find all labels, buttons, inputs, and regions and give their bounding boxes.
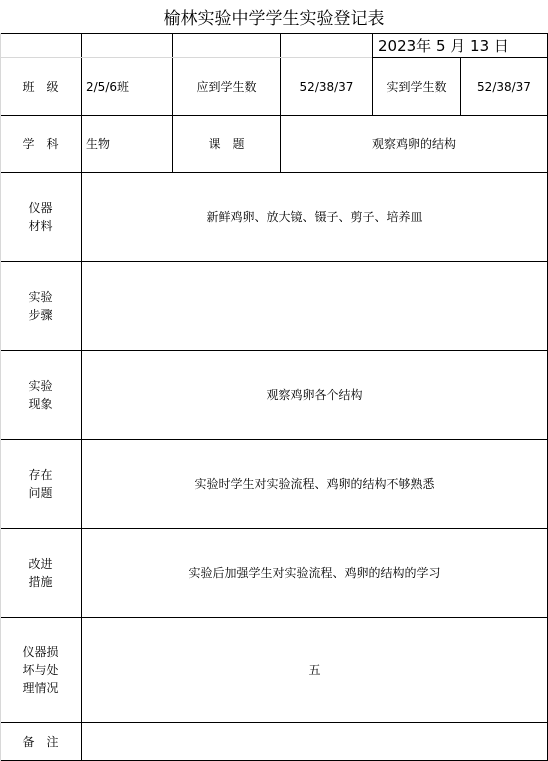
- improvements-label-line: 改进: [28, 557, 53, 571]
- improvements-label-line: 措施: [28, 575, 53, 589]
- subject-value: 生物: [86, 137, 111, 151]
- form-title: 榆林实验中学学生实验登记表: [163, 9, 385, 29]
- procedure-label-line: 实验: [28, 290, 53, 304]
- class-value: 2/5/6班: [86, 79, 129, 94]
- equipment-label: [0, 173, 81, 261]
- actual-students-label: 实到学生数: [386, 79, 447, 94]
- topic-value: 观察鸡卵的结构: [371, 137, 456, 151]
- date-field: 2023年 5 月 13 日: [378, 36, 509, 55]
- phenomenon-label: [0, 351, 81, 439]
- actual-students-value: 52/38/37: [477, 79, 531, 94]
- equipment-label-line: 材料: [28, 219, 53, 233]
- equipment-content: 新鲜鸡卵、放大镜、镊子、剪子、培养皿: [206, 210, 423, 224]
- improvements-content: 实验后加强学生对实验流程、鸡卵的结构的学习: [188, 566, 441, 580]
- expected-students-value: 52/38/37: [299, 79, 354, 94]
- problems-content: 实验时学生对实验流程、鸡卵的结构不够熟悉: [194, 477, 435, 491]
- damage-label-line: 仪器损: [22, 645, 59, 659]
- problems-label: [0, 440, 81, 528]
- topic-label: 课 题: [208, 137, 245, 151]
- procedure-label: [0, 262, 81, 350]
- expected-students-label: 应到学生数: [196, 79, 257, 94]
- procedure-content: [82, 262, 547, 350]
- subject-label: 学 科: [22, 137, 59, 151]
- class-label: 班 级: [22, 79, 59, 94]
- problems-label-line: 问题: [28, 486, 53, 500]
- phenomenon-content: 观察鸡卵各个结构: [266, 388, 363, 402]
- damage-label-line: 坏与处: [22, 663, 59, 677]
- remarks-label: 备 注: [22, 734, 59, 749]
- problems-label-line: 存在: [28, 468, 53, 482]
- remarks-content: [82, 723, 547, 760]
- improvements-label: [0, 529, 81, 617]
- damage-label-line: 理情况: [22, 681, 59, 695]
- phenomenon-label-line: 现象: [28, 397, 53, 411]
- damage-content: 五: [308, 663, 321, 677]
- equipment-label-line: 仪器: [28, 201, 53, 215]
- phenomenon-label-line: 实验: [28, 379, 53, 393]
- damage-label: [0, 618, 81, 722]
- procedure-label-line: 步骤: [28, 308, 53, 322]
